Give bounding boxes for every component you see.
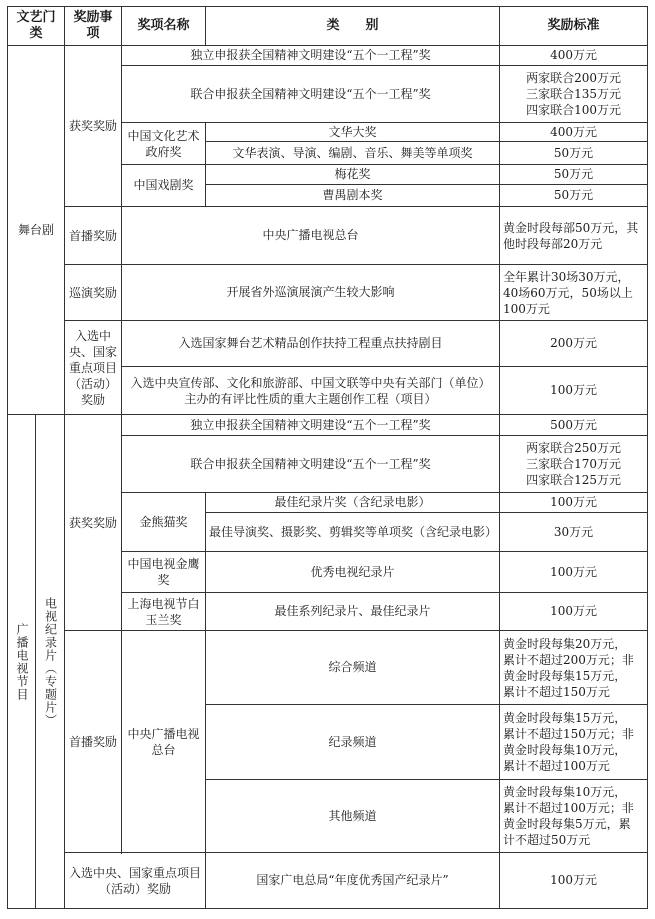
standard-cell <box>500 705 648 780</box>
table-row <box>8 321 648 367</box>
standard-cell: 100万元 <box>500 552 648 593</box>
item-tv-award: 获奖奖励 <box>65 415 122 631</box>
subcategory-tv-doc: 电视纪录片（专题片） <box>36 415 65 909</box>
type-cell: 入选中央宣传部、文化和旅游部、中国文联等中央有关部门（单位）主办的有评比性质的重大主题创作工程（项目） <box>122 367 500 415</box>
standard-line: 两家联合200万元 <box>526 71 621 85</box>
type-cell: 文华表演、导演、编剧、音乐、舞美等单项奖 <box>206 142 500 165</box>
header-award-name: 奖项名称 <box>122 7 206 46</box>
header-item: 奖励事项 <box>65 7 122 46</box>
category-stage: 舞台剧 <box>8 46 65 415</box>
standard-cell <box>500 780 648 853</box>
standard-line: 黄金时段每集5万元，累 <box>503 817 631 831</box>
header-type: 类 别 <box>206 7 500 46</box>
type-cell: 独立申报获全国精神文明建设“五个一工程”奖 <box>122 415 500 436</box>
standard-cell: 500万元 <box>500 415 648 436</box>
standard-line: 黄金时段每集20万元， <box>503 636 627 651</box>
standard-line: 累计不超过200万元；非 <box>503 652 634 667</box>
type-cell: 独立申报获全国精神文明建设“五个一工程”奖 <box>122 46 500 66</box>
standard-cell: 30万元 <box>500 513 648 552</box>
type-cell: 开展省外巡演展演产生较大影响 <box>122 265 500 321</box>
standard-cell: 50万元 <box>500 142 648 165</box>
header-category: 文艺门类 <box>8 7 65 46</box>
type-cell: 纪录频道 <box>206 705 500 780</box>
standard-line: 累计不超过150万元 <box>503 684 610 699</box>
item-stage-award: 获奖奖励 <box>65 46 122 207</box>
standard-line: 黄金时段每集10万元， <box>503 785 627 799</box>
type-cell: 中央广播电视总台 <box>122 207 500 265</box>
standard-cell: 400万元 <box>500 46 648 66</box>
item-stage-premiere: 首播奖励 <box>65 207 122 265</box>
standard-line: 累计不超过150万元；非 <box>503 727 634 741</box>
type-cell: 最佳系列纪录片、最佳纪录片 <box>206 593 500 631</box>
table-row <box>8 415 648 436</box>
table-row <box>8 265 648 321</box>
table-row <box>8 207 648 265</box>
type-cell: 优秀电视纪录片 <box>206 552 500 593</box>
type-cell: 综合频道 <box>206 631 500 705</box>
type-cell: 联合申报获全国精神文明建设“五个一工程”奖 <box>122 436 500 493</box>
type-cell: 联合申报获全国精神文明建设“五个一工程”奖 <box>122 66 500 123</box>
standard-line: 三家联合170万元 <box>526 457 621 471</box>
table-row <box>8 853 648 909</box>
item-tv-premiere: 首播奖励 <box>65 631 122 853</box>
header-standard: 奖励标准 <box>500 7 648 46</box>
standard-line: 两家联合250万元 <box>526 441 621 455</box>
standard-cell: 50万元 <box>500 165 648 185</box>
table-row <box>8 631 648 705</box>
award-name-cell: 金熊猫奖 <box>122 493 206 552</box>
standard-line: 黄金时段每集15万元， <box>503 711 627 725</box>
award-standards-table <box>7 6 648 909</box>
item-stage-tour: 巡演奖励 <box>65 265 122 321</box>
item-tv-selected: 入选中央、国家重点项目（活动）奖励 <box>65 853 206 909</box>
standard-cell: 50万元 <box>500 185 648 207</box>
standard-line: 累计不超过100万元 <box>503 759 610 773</box>
category-tv: 广播电视节目 <box>8 415 36 909</box>
standard-cell: 400万元 <box>500 123 648 142</box>
standard-line: 累计不超过100万元；非 <box>503 801 634 815</box>
table-row <box>8 46 648 66</box>
standard-line: 三家联合135万元 <box>526 87 621 101</box>
award-name-cell: 中国戏剧奖 <box>122 165 206 207</box>
standard-cell <box>500 66 648 123</box>
standard-cell: 100万元 <box>500 493 648 513</box>
standard-cell: 黄金时段每部50万元，其他时段每部20万元 <box>500 207 648 265</box>
standard-cell: 100万元 <box>500 367 648 415</box>
standard-line: 黄金时段每集10万元， <box>503 743 627 757</box>
standard-line: 黄金时段每集15万元， <box>503 668 627 683</box>
award-name-cell: 中国电视金鹰奖 <box>122 552 206 593</box>
standard-cell: 全年累计30场30万元，40场60万元，50场以上100万元 <box>500 265 648 321</box>
standard-line: 四家联合100万元 <box>526 103 621 117</box>
type-cell: 梅花奖 <box>206 165 500 185</box>
type-cell: 最佳导演奖、摄影奖、剪辑奖等单项奖（含纪录电影） <box>206 513 500 552</box>
standard-cell <box>500 436 648 493</box>
standard-cell <box>500 631 648 705</box>
standard-cell: 100万元 <box>500 593 648 631</box>
type-cell: 入选国家舞台艺术精品创作扶持工程重点扶持剧目 <box>122 321 500 367</box>
standard-line: 四家联合125万元 <box>526 473 621 487</box>
type-cell: 曹禺剧本奖 <box>206 185 500 207</box>
award-name-cell: 中央广播电视总台 <box>122 631 206 853</box>
item-stage-selected: 入选中央、国家重点项目（活动）奖励 <box>65 321 122 415</box>
standard-cell: 200万元 <box>500 321 648 367</box>
standard-cell: 100万元 <box>500 853 648 909</box>
type-cell: 最佳纪录片奖（含纪录电影） <box>206 493 500 513</box>
type-cell: 其他频道 <box>206 780 500 853</box>
award-name-cell: 中国文化艺术政府奖 <box>122 123 206 165</box>
award-name-cell: 上海电视节白玉兰奖 <box>122 593 206 631</box>
header-row <box>8 7 648 46</box>
type-cell: 文华大奖 <box>206 123 500 142</box>
type-cell: 国家广电总局“年度优秀国产纪录片” <box>206 853 500 909</box>
standard-line: 计不超过50万元 <box>503 833 591 847</box>
